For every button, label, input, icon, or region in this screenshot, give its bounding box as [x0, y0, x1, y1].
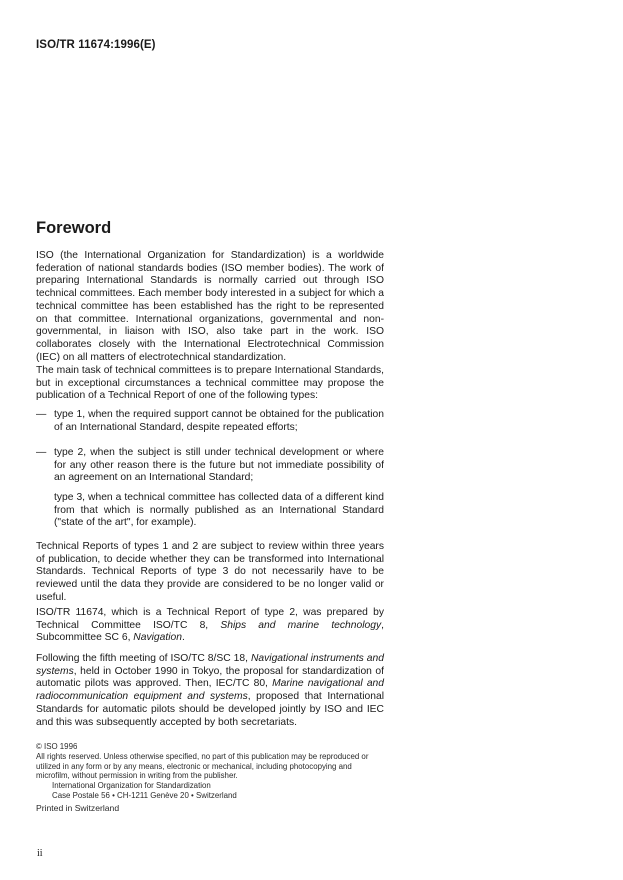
page-number: ii [37, 848, 43, 859]
list-item-text: type 1, when the required support cannot be obtained for the publication of an International Standard, despite repeated efforts; [54, 409, 384, 433]
list-item-type-3 [36, 492, 384, 530]
paragraph-main-task: The main task of technical committees is to prepare International Standards, but in exceptional circumstances a technical committee may propose the publication of a Technical Report of one of the following types: [36, 365, 384, 402]
section-title: Foreword [36, 219, 112, 237]
paragraph-iso-intro: ISO (the International Organization for Standardization) is a worldwide federation of national standards bodies (ISO member bodies). The work of preparing International Standards is normally carried out through ISO technical committees. Each member body interested in a subject for which a technical committee has been established has the right to be represented on that committee. International organizations, governmental and non-governmental, in liaison with ISO, also take part in the work. ISO collaborates closely with the International Electrotechnical Commission (IEC) on all matters of electrotechnical standardization. [36, 250, 384, 363]
organization-name: International Organization for Standardization [52, 781, 211, 790]
document-id-header: ISO/TR 11674:1996(E) [36, 39, 156, 51]
paragraph-prepared-by: ISO/TR 11674, which is a Technical Report of type 2, was prepared by Technical Committee ISO/TC 8, Ships and marine technology, Subcommittee SC 6, Navigation. [36, 607, 384, 644]
list-item-type-1 [36, 409, 384, 434]
list-item-text: type 3, when a technical committee has collected data of a different kind from that which is normally published as an International Standard ("state of the art", for example). [54, 492, 384, 529]
list-dash: — [36, 409, 47, 420]
paragraph-review: Technical Reports of types 1 and 2 are subject to review within three years of publication, to decide whether they can be transformed into International Standards. Technical Reports of type 3 do not necessarily have to be reviewed until the data they provide are considered to be no longer valid or useful. [36, 541, 384, 603]
copyright-notice: All rights reserved. Unless otherwise specified, no part of this publication may be reproduced or utilized in any form or by any means, electronic or mechanical, including photocopying and microfilm, without permission in writing from the publisher. [36, 752, 369, 781]
list-dash: — [36, 447, 47, 458]
organization-address: Case Postale 56 • CH-1211 Genève 20 • Switzerland [52, 791, 237, 800]
printed-in: Printed in Switzerland [36, 803, 120, 813]
list-item-type-2 [36, 447, 384, 485]
copyright-line: © ISO 1996 [36, 742, 78, 751]
list-item-text: type 2, when the subject is still under technical development or where for any other reason there is the future but not immediate possibility of an agreement on an International Standard; [54, 447, 384, 484]
paragraph-history: Following the fifth meeting of ISO/TC 8/SC 18, Navigational instruments and systems, held in October 1990 in Tokyo, the proposal for standardization of automatic pilots was approved. Then, IEC/TC 80, Marine navigational and radiocommunication equipment and systems, proposed that International Standards for automatic pilots should be developed jointly by ISO and IEC and this was subsequently accepted by both secretariats. [36, 653, 384, 728]
